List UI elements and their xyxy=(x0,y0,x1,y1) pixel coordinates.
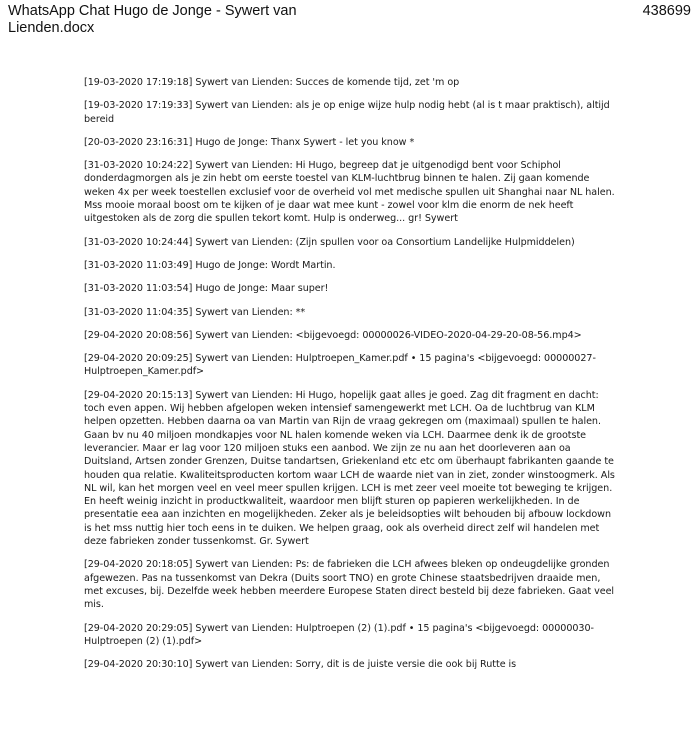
chat-message xyxy=(84,389,620,549)
message-timestamp: [29-04-2020 20:08:56] xyxy=(84,329,193,341)
chat-message xyxy=(84,558,620,611)
chat-transcript xyxy=(84,76,620,681)
chat-message xyxy=(84,329,620,342)
message-timestamp: [31-03-2020 10:24:44] xyxy=(84,236,193,248)
message-text: Thanx Sywert - let you know * xyxy=(270,136,415,148)
message-timestamp: [29-04-2020 20:15:13] xyxy=(84,389,193,401)
chat-message xyxy=(84,76,620,89)
message-timestamp: [19-03-2020 17:19:18] xyxy=(84,77,193,88)
chat-message xyxy=(84,99,620,126)
message-text: Hulptroepen_Kamer.pdf • 15 pagina's <bijgevoegd: 00000027-Hulptroepen_Kamer.pdf> xyxy=(84,353,596,378)
message-timestamp: [20-03-2020 23:16:31] xyxy=(84,136,193,148)
message-sender: Sywert van Lienden: xyxy=(195,77,293,88)
message-text: Hi Hugo, begreep dat je uitgenodigd bent voor Schiphol donderdagmorgen als je zin hebt om eerste toestel van KLM-luchtbrug binnen te halen. Zij gaan komende weken 4x per week toestellen exclusief voor de overheid vol met medische spullen uit Shanghai naar NL halen. Mss mooie moraal boost om te kijken of je daar wat mee kunt - zowel voor klm die enorm de nek heeft uitgestoken als de zorg die spullen tekort komt. Hulp is onderweg... gr! Sywert xyxy=(84,160,615,225)
message-text: Maar super! xyxy=(270,283,329,295)
message-sender: Sywert van Lienden: xyxy=(195,559,293,571)
message-timestamp: [31-03-2020 11:04:35] xyxy=(84,306,193,318)
chat-message xyxy=(84,259,620,272)
chat-message xyxy=(84,352,620,379)
document-header xyxy=(0,0,696,44)
message-sender: Sywert van Lienden: xyxy=(195,329,293,341)
message-timestamp: [29-04-2020 20:18:05] xyxy=(84,559,193,571)
message-sender: Sywert van Lienden: xyxy=(195,659,293,671)
message-sender: Sywert van Lienden: xyxy=(195,306,293,318)
message-timestamp: [31-03-2020 11:03:49] xyxy=(84,259,193,271)
message-sender: Sywert van Lienden: xyxy=(195,389,293,401)
message-timestamp: [31-03-2020 11:03:54] xyxy=(84,283,193,295)
message-sender: Sywert van Lienden: xyxy=(195,100,293,112)
message-sender: Hugo de Jonge: xyxy=(195,283,268,295)
chat-message xyxy=(84,622,620,649)
message-text: Wordt Martin. xyxy=(270,259,336,271)
message-timestamp: [29-04-2020 20:09:25] xyxy=(84,353,193,365)
message-timestamp: [19-03-2020 17:19:33] xyxy=(84,100,193,112)
message-text: <bijgevoegd: 00000026-VIDEO-2020-04-29-20-08-56.mp4> xyxy=(295,329,582,341)
document-id: 438699 xyxy=(642,3,691,19)
chat-message xyxy=(84,136,620,149)
message-text: Succes de komende tijd, zet 'm op xyxy=(295,77,460,88)
message-sender: Sywert van Lienden: xyxy=(195,622,293,634)
message-text: Ps: de fabrieken die LCH afwees bleken op ondeugdelijke gronden afgewezen. Pas na tussenkomst van Dekra (Duits soort TNO) en grote Chinese staatsbedrijven draaide men, met excuses, bij. Dezelfde week hebben meerdere Europese Staten direct besteld bij deze fabrieken. Gaat veel mis. xyxy=(84,559,615,611)
message-text: als je op enige wijze hulp nodig hebt (al is t maar praktisch), altijd bereid xyxy=(84,100,610,125)
message-sender: Sywert van Lienden: xyxy=(195,353,293,365)
message-sender: Hugo de Jonge: xyxy=(195,259,268,271)
message-text: (Zijn spullen voor oa Consortium Landelijke Hulpmiddelen) xyxy=(295,236,575,248)
chat-message xyxy=(84,236,620,249)
message-timestamp: [29-04-2020 20:30:10] xyxy=(84,659,193,671)
message-sender: Hugo de Jonge: xyxy=(195,136,268,148)
message-text: ** xyxy=(295,306,306,318)
message-text: Hi Hugo, hopelijk gaat alles je goed. Zag dit fragment en dacht: toch even appen. Wij hebben afgelopen weken intensief samengewerkt met LCH. Oa de luchtbrug van KLM helpen opzetten. Hebben daarna oa van Martin van Rijn de vraag gekregen om (maximaal) spullen te halen. Gaan bv nu 40 miljoen mondkapjes voor NL halen komende weken via LCH. Daarmee denk ik de grootste leverancier. Maar er lag voor 120 miljoen stuks een aanbod. We zijn ze nu aan het doorleveren aan oa Duitsland, Artsen zonder Grenzen, Duitse tandartsen, Griekenland etc etc om überhaupt fabrikanten gaande te houden qua relatie. Kwaliteitsproducten kortom waar LCH de waarde niet van in ziet, zonder winstoogmerk. Als NL wil, kan het morgen veel en veel meer spullen krijgen. LCH is met zeer veel moeite tot beweging te krijgen. En heeft weinig inzicht in productkwaliteit, waardoor men blijft sturen op papieren werkelijkheden. In de presentatie eea aan inzichten en mogelijkheden. Zeker als je beleidsopties wilt behouden bij afbouw lockdown is het mss nuttig hier toch eens in te duiken. We helpen graag, ook als overheid direct zelf wil handelen met deze fabrieken zonder tussenkomst. Gr. Sywert xyxy=(84,389,615,548)
message-text: Sorry, dit is de juiste versie die ook bij Rutte is xyxy=(295,659,517,671)
message-text: Hulptroepen (2) (1).pdf • 15 pagina's <bijgevoegd: 00000030-Hulptroepen (2) (1).pdf> xyxy=(84,622,594,647)
document-title: WhatsApp Chat Hugo de Jonge - Sywert van Lienden.docx xyxy=(8,3,297,36)
message-timestamp: [31-03-2020 10:24:22] xyxy=(84,160,193,172)
chat-message xyxy=(84,282,620,295)
chat-message xyxy=(84,658,620,671)
chat-message xyxy=(84,159,620,225)
message-sender: Sywert van Lienden: xyxy=(195,236,293,248)
message-sender: Sywert van Lienden: xyxy=(195,160,293,172)
message-timestamp: [29-04-2020 20:29:05] xyxy=(84,622,193,634)
chat-message xyxy=(84,306,620,319)
